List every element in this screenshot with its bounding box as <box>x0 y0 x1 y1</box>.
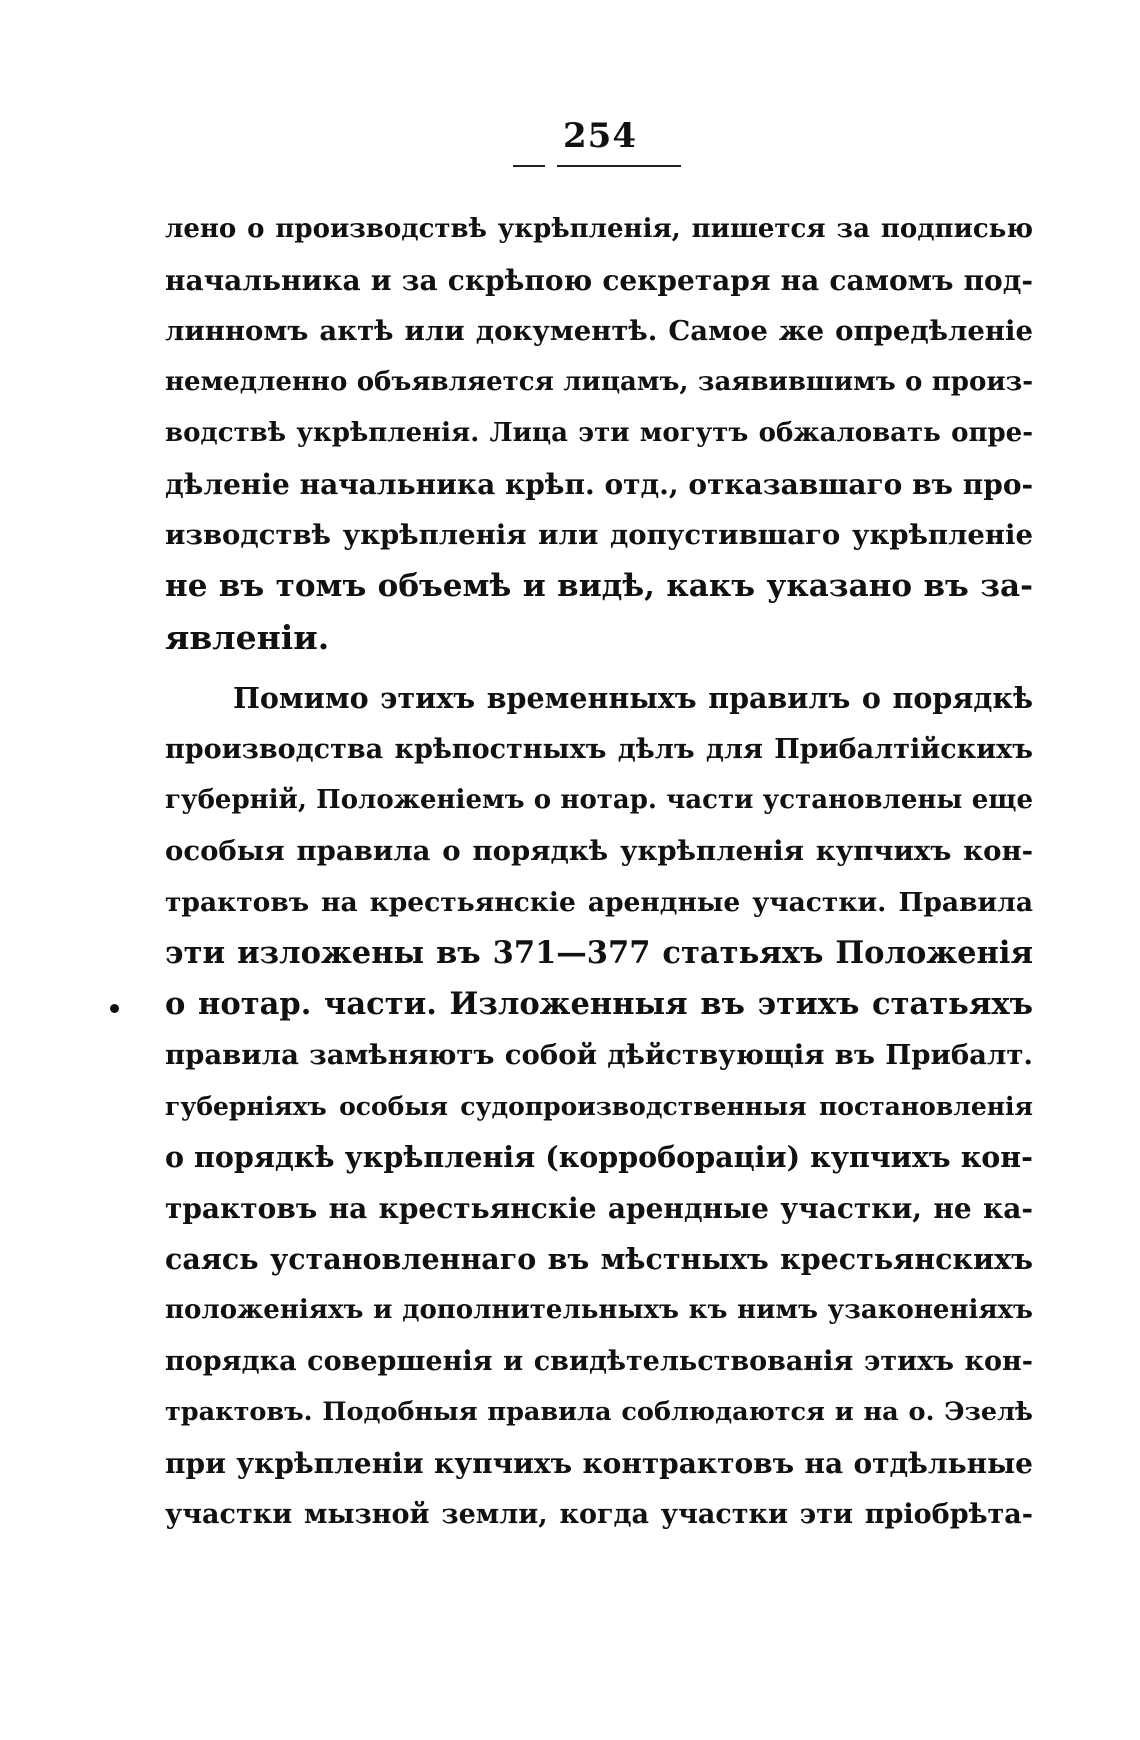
text-line: водствѣ укрѣпленія. Лица эти могутъ обжаловать опре- <box>165 418 1033 448</box>
text-line: дѣленіе начальника крѣп. отд., отказавшаго въ про- <box>165 468 1033 501</box>
header-rule <box>513 165 681 167</box>
margin-mark <box>110 1004 119 1013</box>
paragraph-gap <box>165 663 1033 673</box>
text-line: начальника и за скрѣпою секретаря на самомъ под- <box>165 264 1033 297</box>
text-line: изводствѣ укрѣпленія или допустившаго укрѣпленіе <box>165 519 1033 551</box>
text-line: трактовъ на крестьянскіе арендные участки, не ка- <box>165 1192 1033 1225</box>
text-line: порядка совершенія и свидѣтельствованія этихъ кон- <box>165 1346 1033 1377</box>
text-line: Помимо этихъ временныхъ правилъ о порядкѣ <box>233 681 1033 715</box>
paragraph-1 <box>165 204 1033 663</box>
text-line: губерній, Положеніемъ о нотар. части установлены еще <box>165 785 1033 815</box>
text-line: трактовъ. Подобныя правила соблюдаются и на о. Эзелѣ <box>165 1397 1033 1427</box>
text-line: производства крѣпостныхъ дѣлъ для Прибалтійскихъ <box>165 734 1033 765</box>
text-line: не въ томъ объемѣ и видѣ, какъ указано въ за- <box>165 568 1033 604</box>
text-line: саясь установленнаго въ мѣстныхъ крестьянскихъ <box>165 1242 1033 1276</box>
header-rule-gap <box>545 163 557 169</box>
body-text <box>165 204 1033 1540</box>
paragraph-2 <box>165 673 1033 1540</box>
text-line: явленіи. <box>165 618 330 657</box>
page-number: 254 <box>563 116 637 156</box>
text-line: правила замѣняютъ собой дѣйствующія въ Прибалт. <box>165 1039 1033 1071</box>
text-line: участки мызной земли, когда участки эти пріобрѣта- <box>165 1499 1033 1530</box>
text-line: трактовъ на крестьянскіе арендные участки. Правила <box>165 887 1033 918</box>
text-line: положеніяхъ и дополнительныхъ къ нимъ узаконеніяхъ <box>165 1295 1033 1325</box>
text-line: линномъ актѣ или документѣ. Самое же опредѣленіе <box>165 315 1033 347</box>
text-line: губерніяхъ особыя судопроизводственныя постановленія <box>165 1092 1033 1121</box>
text-line: особыя правила о порядкѣ укрѣпленія купчихъ кон- <box>165 835 1033 867</box>
text-line: лено о производствѣ укрѣпленія, пишется за подписью <box>165 214 1033 244</box>
text-line: эти изложены въ 371—377 статьяхъ Положенія <box>165 935 1033 971</box>
text-line: при укрѣпленіи купчихъ контрактовъ на отдѣльные <box>165 1447 1033 1480</box>
text-line: о порядкѣ укрѣпленія (корроборацiи) купчихъ кон- <box>165 1140 1033 1174</box>
text-line: немедленно объявляется лицамъ, заявившимъ о произ- <box>165 367 1033 397</box>
text-line: о нотар. части. Изложенныя въ этихъ статьяхъ <box>165 986 1033 1022</box>
